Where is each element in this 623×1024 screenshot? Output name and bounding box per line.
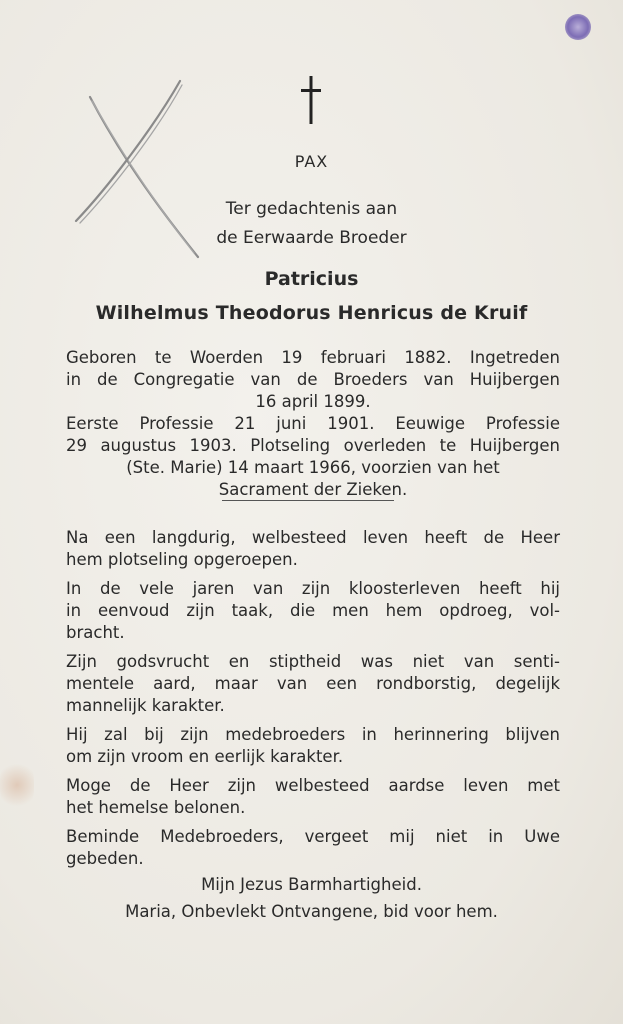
ink-stamp-mark (565, 14, 591, 40)
paragraph-line: mannelijk karakter. (66, 696, 225, 715)
cross-icon (298, 76, 324, 124)
paragraph-line: in eenvoud zijn taak, die men hem opdroeg, vol- (66, 601, 560, 620)
paragraph-line: het hemelse belonen. (66, 798, 246, 817)
bio-line: 16 april 1899. (255, 392, 371, 411)
paragraph-line: Hij zal bij zijn medebroeders in herinnering blijven (66, 725, 560, 744)
paragraph (66, 527, 560, 571)
divider-rule (222, 500, 394, 501)
paragraph-line: om zijn vroom en eerlijk karakter. (66, 747, 344, 766)
closing-prayer-2: Maria, Onbevlekt Ontvangene, bid voor hem. (125, 902, 498, 921)
paragraph-line: mentele aard, maar van een rondborstig, degelijk (66, 674, 560, 693)
memorial-line-1: Ter gedachtenis aan (225, 199, 398, 219)
paragraph-line: hem plotseling opgeroepen. (66, 550, 298, 569)
bio-line: 29 augustus 1903. Plotseling overleden te Huijbergen (66, 436, 560, 455)
paper-stain (0, 760, 34, 810)
memorial-line-2: de Eerwaarde Broeder (216, 228, 407, 248)
paragraph (66, 651, 560, 717)
paragraph-line: Moge de Heer zijn welbesteed aardse leven met (66, 776, 560, 795)
full-name: Wilhelmus Theodorus Henricus de Kruif (95, 302, 528, 324)
text-paragraphs (66, 527, 560, 877)
paragraph-line: In de vele jaren van zijn kloosterleven heeft hij (66, 579, 560, 598)
bio-line: (Ste. Marie) 14 maart 1966, voorzien van het (126, 458, 500, 477)
paragraph-line: Beminde Medebroeders, vergeet mij niet in Uwe (66, 827, 560, 846)
paragraph (66, 775, 560, 819)
biography-block (66, 347, 560, 501)
paragraph-line: gebeden. (66, 849, 144, 868)
religious-name: Patricius (264, 268, 359, 290)
bio-line: Eerste Professie 21 juni 1901. Eeuwige Professie (66, 414, 560, 433)
bio-line: in de Congregatie van de Broeders van Huijbergen (66, 370, 560, 389)
paragraph-line: bracht. (66, 623, 125, 642)
paragraph-line: Zijn godsvrucht en stiptheid was niet van senti- (66, 652, 560, 671)
paragraph (66, 826, 560, 870)
paragraph-line: Na een langdurig, welbesteed leven heeft de Heer (66, 528, 560, 547)
paragraph (66, 724, 560, 768)
paragraph (66, 578, 560, 644)
closing-prayer-1: Mijn Jezus Barmhartigheid. (201, 875, 422, 894)
bio-line: Sacrament der Zieken. (218, 480, 408, 499)
pax-heading: PAX (294, 152, 329, 171)
bio-line: Geboren te Woerden 19 februari 1882. Ingetreden (66, 348, 560, 367)
